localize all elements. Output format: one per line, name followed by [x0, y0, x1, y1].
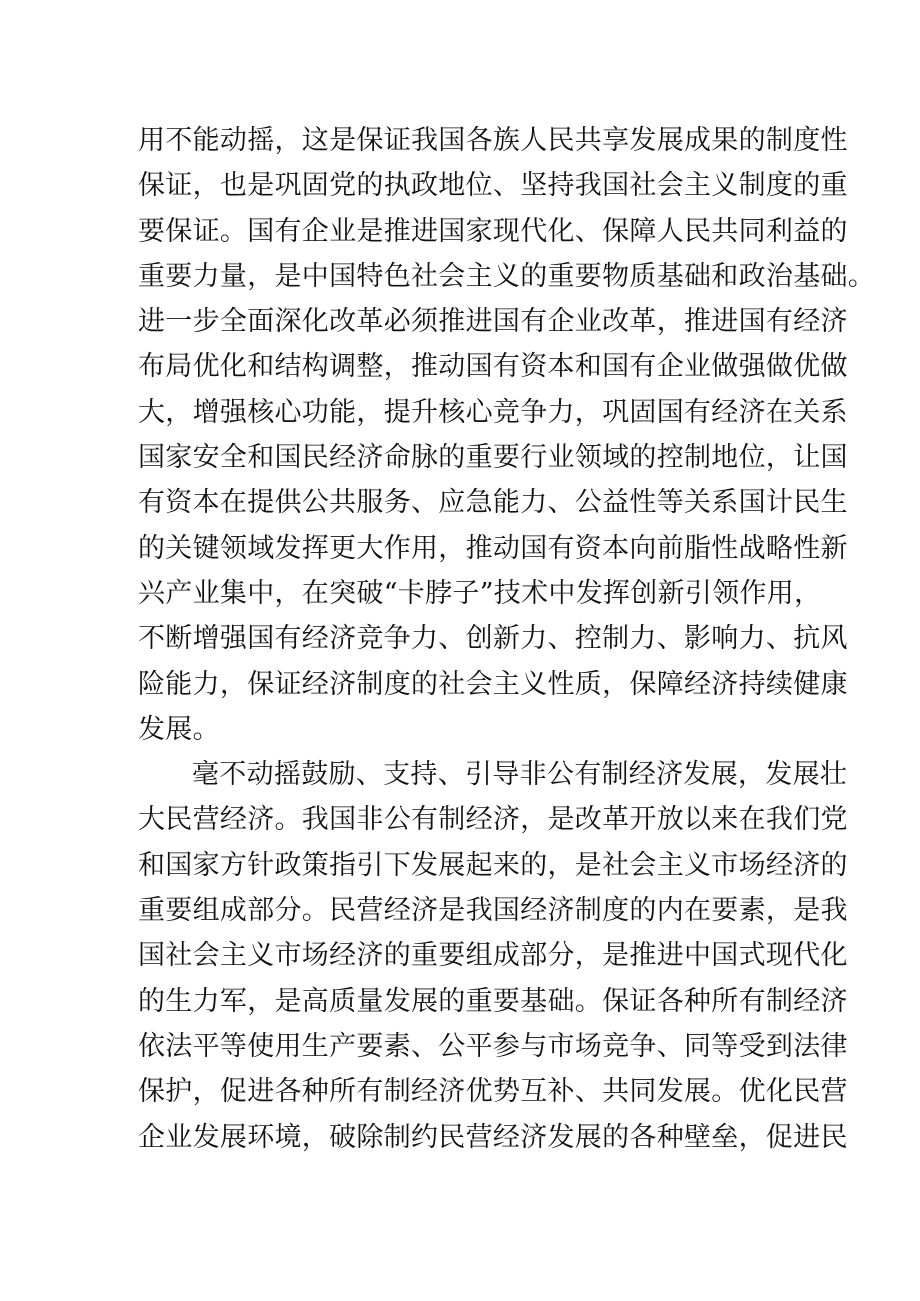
- document-body: [138, 118, 876, 1160]
- text-line: 和国家方针政策指引下发展起来的，是社会主义市场经济的: [138, 849, 848, 881]
- text-line: 不断增强国有经济竞争力、创新力、控制力、影响力、抗风: [138, 623, 848, 655]
- text-line: 大，增强核心功能，提升核心竞争力，巩固国有经济在关系: [138, 396, 848, 428]
- text-line: 布局优化和结构调整，推动国有资本和国有企业做强做优做: [138, 351, 848, 383]
- text-line: 保证，也是巩固党的执政地位、坚持我国社会主义制度的重: [138, 170, 848, 202]
- text-line: 依法平等使用生产要素、公平参与市场竞争、同等受到法律: [138, 1030, 848, 1062]
- text-line: 用不能动摇，这是保证我国各族人民共享发展成果的制度性: [138, 125, 848, 156]
- text-line: 国家安全和国民经济命脉的重要行业领域的控制地位，让国: [138, 442, 848, 474]
- text-line: 险能力，保证经济制度的社会主义性质，保障经济持续健康: [138, 668, 848, 700]
- paragraph: [138, 752, 848, 1160]
- text-line: 要保证。国有企业是推进国家现代化、保障人民共同利益的: [138, 215, 848, 247]
- text-line: 毫不动摇鼓励、支持、引导非公有制经济发展，发展壮: [192, 759, 848, 791]
- text-line: 国社会主义市场经济的重要组成部分，是推进中国式现代化: [138, 940, 848, 972]
- text-line: 保护，促进各种所有制经济优势互补、共同发展。优化民营: [138, 1076, 848, 1108]
- text-line: 重要组成部分。民营经济是我国经济制度的内在要素，是我: [138, 895, 848, 927]
- text-line: 的关键领域发挥更大作用，推动国有资本向前脂性战略性新: [138, 532, 848, 564]
- text-line: 发展。: [138, 713, 220, 745]
- text-line: 企业发展环境，破除制约民营经济发展的各种壁垒，促进民: [138, 1121, 848, 1153]
- text-line: 的生力军，是高质量发展的重要基础。保证各种所有制经济: [138, 985, 848, 1017]
- paragraph: [138, 118, 876, 752]
- text-line: 大民营经济。我国非公有制经济，是改革开放以来在我们党: [138, 804, 848, 836]
- text-line: 重要力量，是中国特色社会主义的重要物质基础和政治基础。: [138, 260, 876, 292]
- text-line: 进一步全面深化改革必须推进国有企业改革，推进国有经济: [138, 306, 848, 338]
- text-line: 兴产业集中，在突破“卡脖子”技术中发挥创新引领作用，: [138, 577, 822, 609]
- text-line: 有资本在提供公共服务、应急能力、公益性等关系国计民生: [138, 487, 848, 519]
